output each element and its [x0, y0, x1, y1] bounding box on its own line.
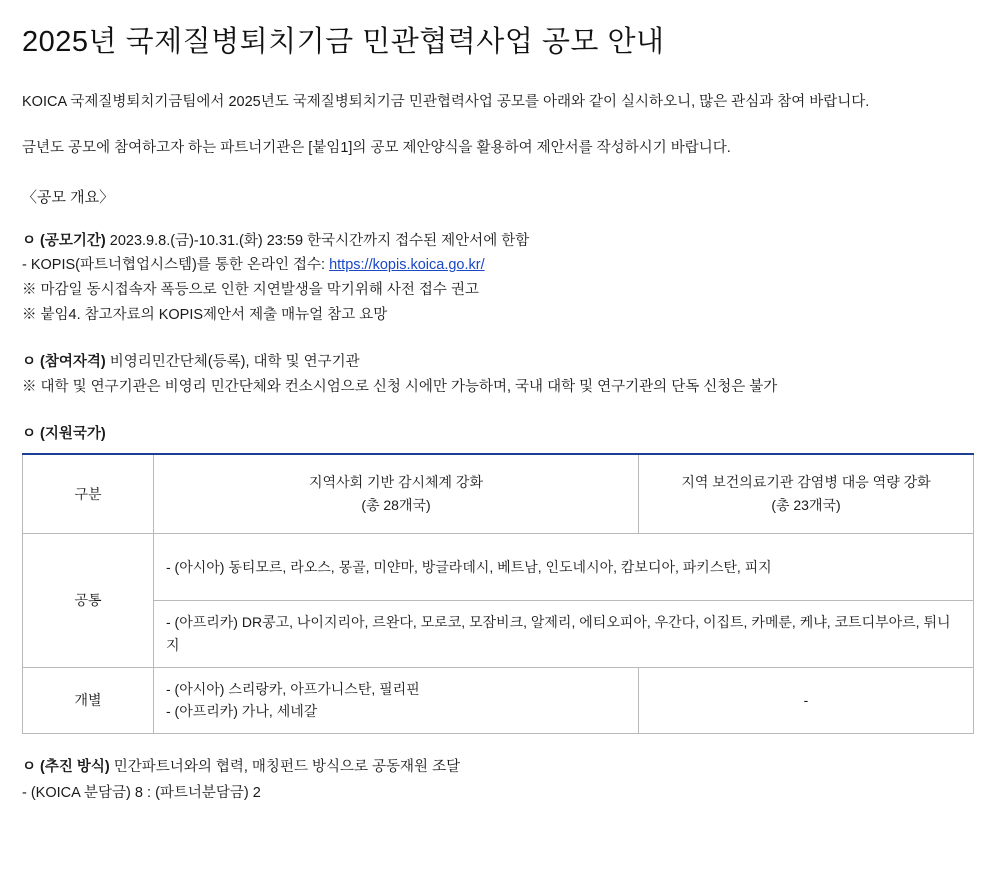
online-submission-prefix: - KOPIS(파트너협업시스템)를 통한 온라인 접수:: [22, 257, 330, 274]
eligibility-label: ㅇ (참여자격): [22, 354, 106, 371]
period-block: [22, 229, 972, 329]
support-countries-table: [22, 453, 974, 734]
section-heading: 〈공모 개요〉: [22, 189, 115, 206]
period-label: ㅇ (공모기간): [22, 232, 106, 249]
cell-individual-asia: - (아시아) 스리랑카, 아프가니스탄, 필리핀: [166, 680, 420, 697]
header-col2: [639, 454, 974, 534]
second-paragraph: 금년도 공모에 참여하고자 하는 파트너기관은 [붙임1]의 공모 제안양식을 활용하여 제안서를 작성하시기 바랍니다.: [22, 139, 731, 156]
intro-paragraph: KOICA 국제질병퇴치기금팀에서 2025년도 국제질병퇴치기금 민관협력사업 공모를 아래와 같이 실시하오니, 많은 관심과 참여 바랍니다.: [22, 94, 870, 111]
header-col1-sub: (총 28개국): [361, 496, 431, 513]
support-countries-label: ㅇ (지원국가): [22, 426, 106, 443]
period-note-2: ※ 붙임4. 참고자료의 KOPIS제안서 제출 매뉴얼 참고 요망: [22, 307, 388, 324]
row-label-common: 공통: [23, 533, 154, 667]
eligibility-block: [22, 350, 972, 400]
header-col1: [154, 454, 639, 534]
period-text: 2023.9.8.(금)-10.31.(화) 23:59 한국시간까지 접수된 제안서에 한함: [109, 232, 530, 249]
method-block: [22, 754, 972, 806]
header-col2-sub: (총 23개국): [771, 496, 841, 513]
cell-common-asia: - (아시아) 동티모르, 라오스, 몽골, 미얀마, 방글라데시, 베트남, 인도네시아, 캄보디아, 파키스탄, 피지: [154, 533, 974, 600]
table-row: [23, 533, 974, 600]
table-header-row: [23, 454, 974, 534]
period-note-1: ※ 마감일 동시접속자 폭등으로 인한 지연발생을 막기위해 사전 접수 권고: [22, 282, 479, 299]
eligibility-line: [22, 350, 972, 375]
table-row: [23, 600, 974, 667]
method-text: 민간파트너와의 협력, 매칭펀드 방식으로 공동재원 조달: [113, 758, 461, 775]
eligibility-note: ※ 대학 및 연구기관은 비영리 민간단체와 컨소시엄으로 신청 시에만 가능하며, 국내 대학 및 연구기관의 단독 신청은 불가: [22, 379, 778, 396]
method-line: [22, 754, 972, 780]
page-title: 2025년 국제질병퇴치기금 민관협력사업 공모 안내: [22, 26, 665, 58]
table-row: [23, 667, 974, 733]
header-col2-title: 지역 보건의료기관 감염병 대응 역량 강화: [681, 474, 931, 491]
cell-individual-col1: [154, 667, 639, 733]
method-detail: - (KOICA 분담금) 8 : (파트너분담금) 2: [22, 784, 261, 801]
kopis-link[interactable]: https://kopis.koica.go.kr/: [329, 257, 485, 274]
online-submission-line: [22, 253, 972, 278]
cell-common-africa: - (아프리카) DR콩고, 나이지리아, 르완다, 모로코, 모잠비크, 알제리, 에티오피아, 우간다, 이집트, 카메룬, 케냐, 코트디부아르, 튀니지: [154, 600, 974, 667]
eligibility-text: 비영리민간단체(등록), 대학 및 연구기관: [109, 354, 360, 371]
header-gubun: 구분: [23, 454, 154, 534]
cell-individual-col2: -: [639, 667, 974, 733]
row-label-individual: 개별: [23, 667, 154, 733]
period-line: [22, 229, 972, 254]
header-col1-title: 지역사회 기반 감시체계 강화: [309, 474, 483, 491]
cell-individual-africa: - (아프리카) 가나, 세네갈: [166, 703, 318, 720]
method-label: ㅇ (추진 방식): [22, 758, 110, 775]
